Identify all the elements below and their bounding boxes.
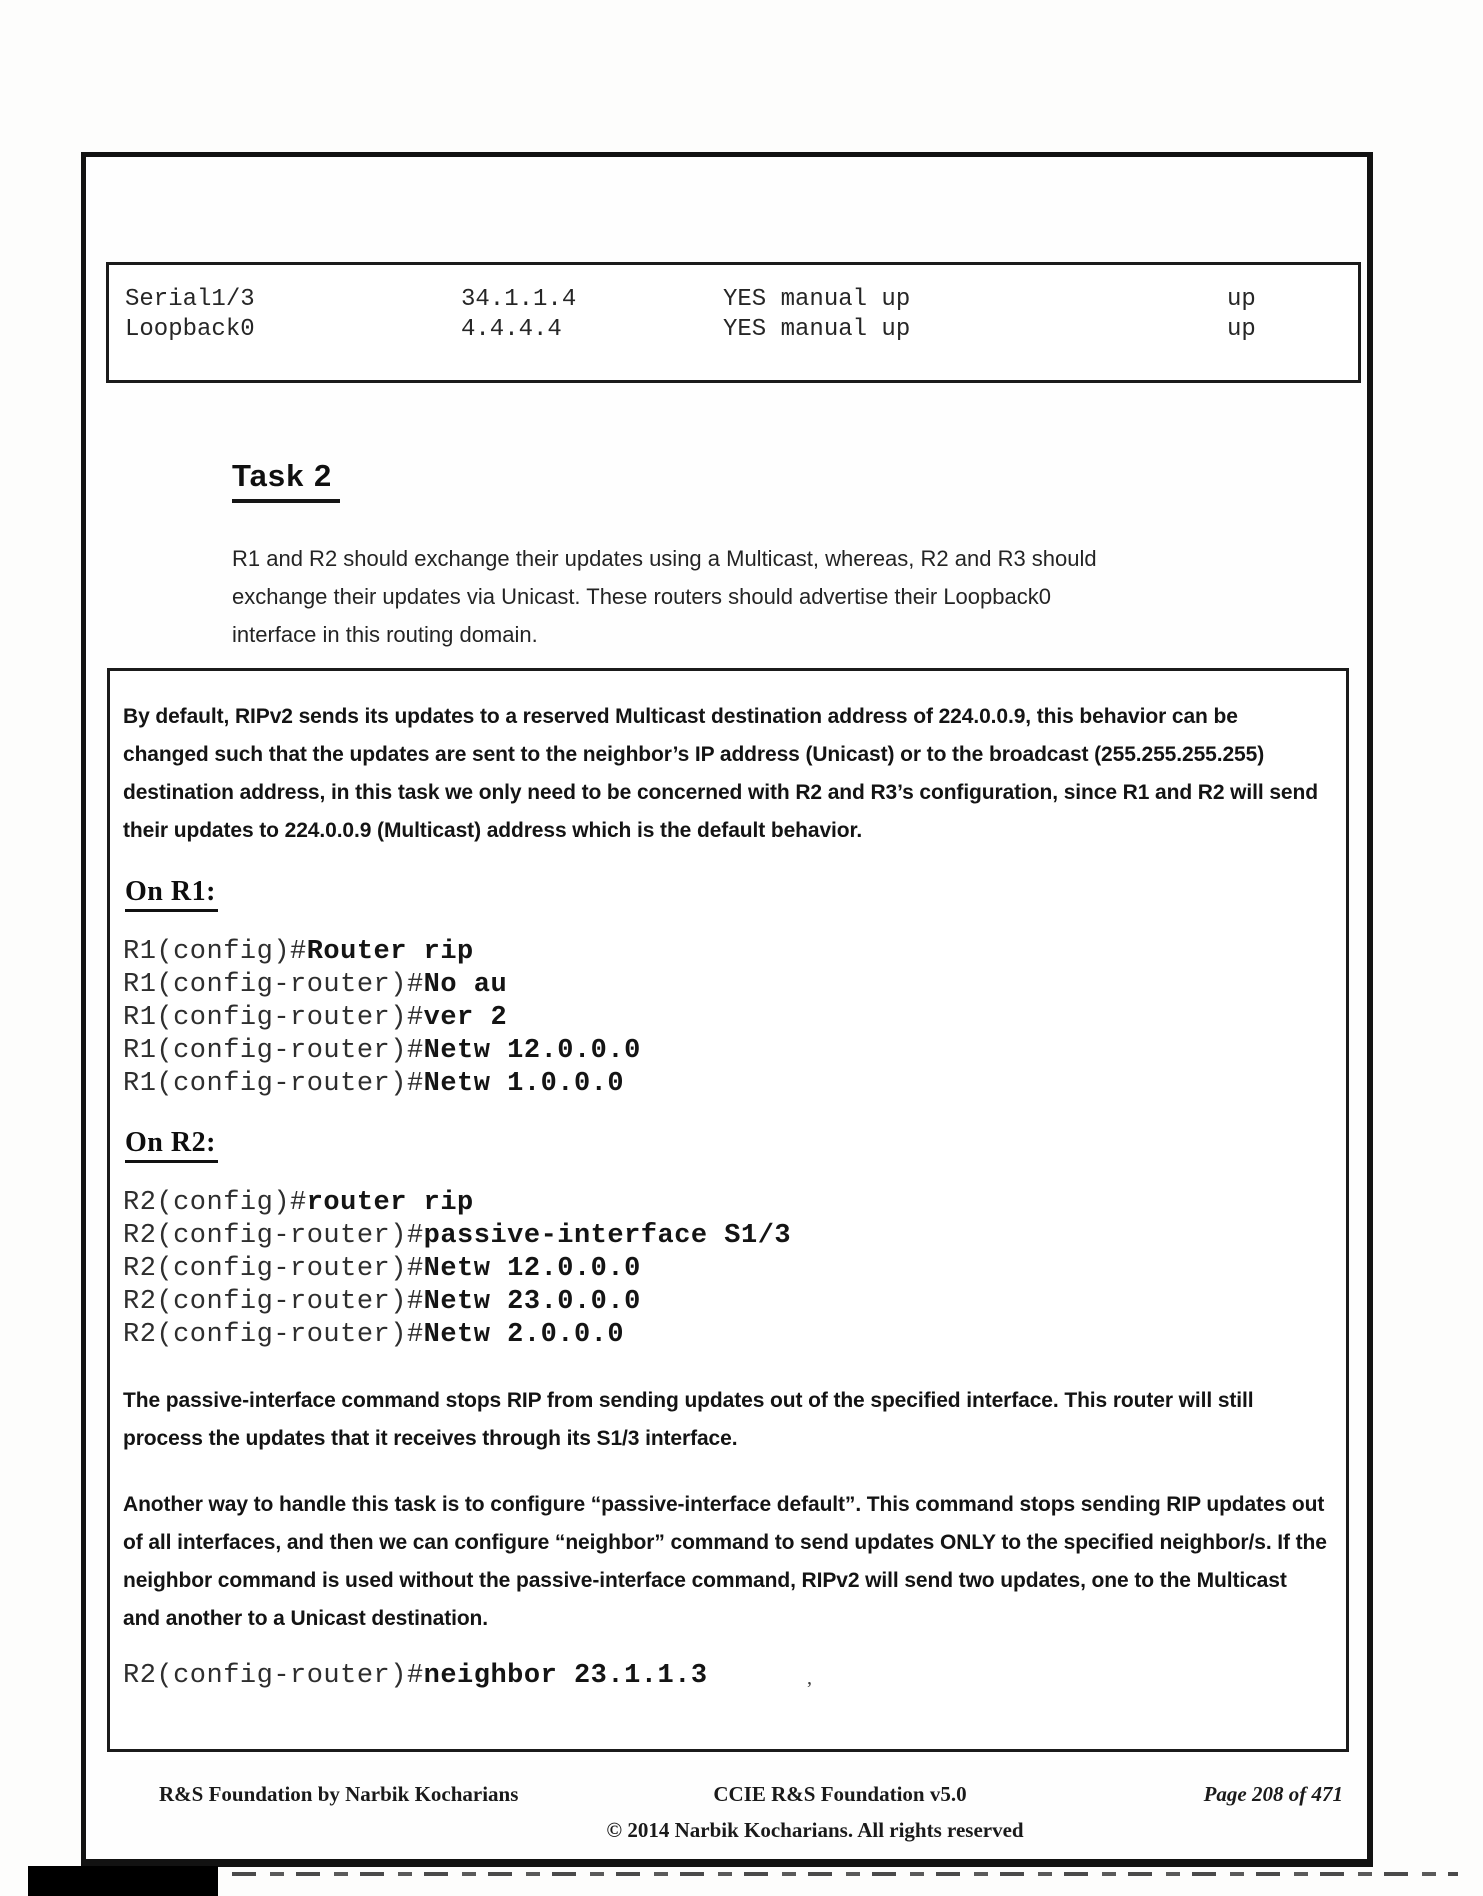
cli-command: Netw 2.0.0.0 (423, 1320, 625, 1350)
ip-address: 4.4.4.4 (461, 316, 562, 343)
interface-status: YES manual up (723, 316, 911, 343)
cli-command: Netw 12.0.0.0 (423, 1036, 641, 1066)
table-row (125, 285, 1358, 315)
scan-artifact-black-bar (28, 1866, 218, 1896)
interface-name: Loopback0 (125, 316, 255, 343)
page-footer (81, 1782, 1373, 1868)
cli-command: passive-interface S1/3 (423, 1221, 792, 1251)
cli-command: neighbor 23.1.1.3 (423, 1661, 708, 1691)
another-way-note: Another way to handle this task is to configure “passive-interface default”. This command stops sending RIP updates out of all interfaces, and then we can configure “neighbor” command to send updates ONLY to the specified neighbor/s. If the neighbor command is used without the passive-interface command, RIPv2 will send two updates, one to the Multicast and another to a Unicast destination. (123, 1493, 1327, 1630)
cli-line (123, 1220, 1330, 1253)
protocol-status: up (1227, 286, 1256, 313)
cli-line (123, 936, 1330, 969)
cli-command: ver 2 (423, 1003, 508, 1033)
cli-command: Netw 1.0.0.0 (423, 1069, 625, 1099)
cli-line (123, 1286, 1330, 1319)
cli-command: Netw 12.0.0.0 (423, 1254, 641, 1284)
cli-line (123, 1035, 1330, 1068)
scan-artifact-dashed-line (232, 1872, 1458, 1876)
copyright-text: © 2014 Narbik Kocharians. All rights reserved (606, 1818, 1024, 1842)
cli-line (123, 1253, 1330, 1286)
cli-line (123, 1068, 1330, 1101)
task-description: R1 and R2 should exchange their updates using a Multicast, whereas, R2 and R3 should exchange their updates via Unicast. These routers should advertise their Loopback0 interface in this routing domain. (232, 546, 1097, 647)
cli-prompt: R2(config-router)# (123, 1221, 424, 1251)
cli-line (123, 969, 1330, 1002)
cli-prompt: R2(config)# (123, 1188, 307, 1218)
interface-name: Serial1/3 (125, 286, 255, 313)
cli-prompt: R2(config-router)# (123, 1254, 424, 1284)
cli-prompt: R1(config)# (123, 937, 307, 967)
cli-line (123, 1002, 1330, 1035)
scan-artifact-mark: ’ (806, 1678, 813, 1700)
ip-address: 34.1.1.4 (461, 286, 577, 313)
cli-prompt: R2(config-router)# (123, 1661, 424, 1691)
footer-center-text: CCIE R&S Foundation v5.0 (713, 1782, 967, 1806)
r1-config-block (123, 936, 1330, 1101)
cli-prompt: R1(config-router)# (123, 1069, 424, 1099)
cli-prompt: R2(config-router)# (123, 1320, 424, 1350)
cli-command: Router rip (306, 937, 474, 967)
interface-status-box (106, 262, 1361, 383)
explanation-box (107, 668, 1349, 1752)
cli-line (123, 1187, 1330, 1220)
passive-interface-note: The passive-interface command stops RIP from sending updates out of the specified interface. This router will still process the updates that it receives through its S1/3 interface. (123, 1389, 1254, 1450)
task-heading: Task 2 (232, 458, 340, 503)
cli-prompt: R1(config-router)# (123, 970, 424, 1000)
cli-prompt: R2(config-router)# (123, 1287, 424, 1317)
cli-command: router rip (306, 1188, 474, 1218)
cli-prompt: R1(config-router)# (123, 1036, 424, 1066)
interface-status: YES manual up (723, 286, 911, 313)
r2-config-block (123, 1187, 1330, 1352)
cli-line (123, 1660, 1330, 1693)
table-row (125, 315, 1358, 345)
protocol-status: up (1227, 316, 1256, 343)
intro-paragraph: By default, RIPv2 sends its updates to a reserved Multicast destination address of 224.0.0.9, this behavior can be changed such that the updates are sent to the neighbor’s IP address (Unicast) or to the broadcast (255.255.255.255) destination address, in this task we only need to be concerned with R2 and R3’s configuration, since R1 and R2 will send their updates to 224.0.0.9 (Multicast) address which is the default behavior. (123, 705, 1318, 842)
on-r2-heading: On R2: (125, 1127, 218, 1163)
page-number: Page 208 of 471 (1203, 1782, 1343, 1806)
cli-line (123, 1319, 1330, 1352)
cli-prompt: R1(config-router)# (123, 1003, 424, 1033)
footer-left-text: R&S Foundation by Narbik Kocharians (159, 1782, 519, 1806)
on-r1-heading: On R1: (125, 876, 218, 912)
cli-command: Netw 23.0.0.0 (423, 1287, 641, 1317)
cli-command: No au (423, 970, 508, 1000)
